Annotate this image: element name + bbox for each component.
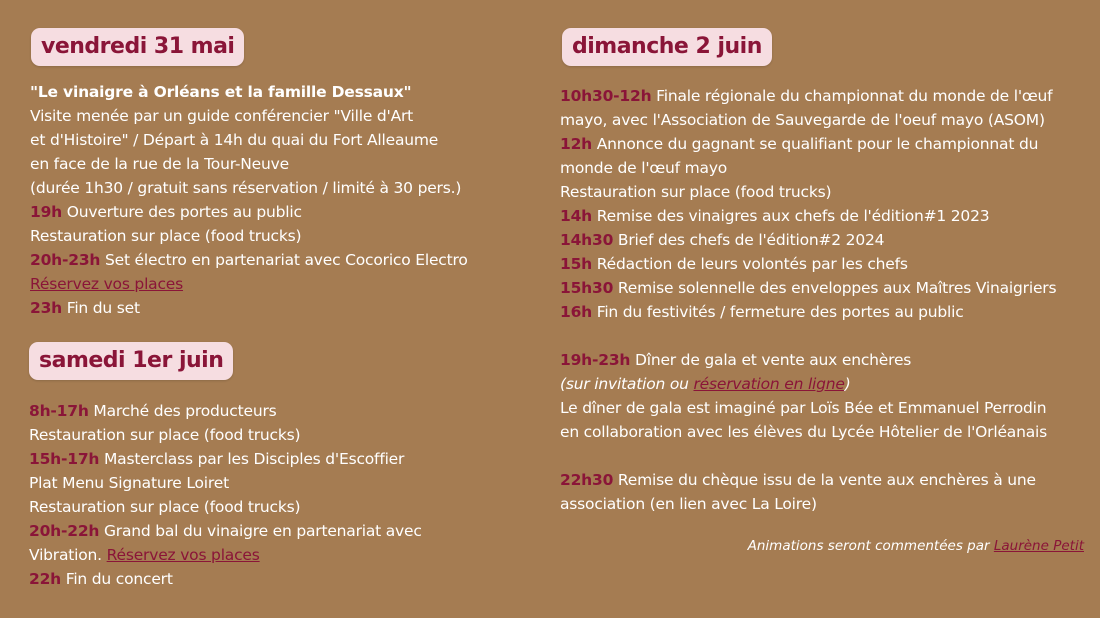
- gala-note-text: (sur invitation ou: [560, 375, 694, 393]
- food-note: Restauration sur place (food trucks): [29, 426, 301, 444]
- event-time: 16h: [560, 303, 593, 321]
- food-note: Restauration sur place (food trucks): [29, 498, 301, 516]
- event-time: 22h: [29, 570, 62, 588]
- event-time: 19h: [30, 203, 63, 221]
- event-time: 20h-22h: [29, 522, 100, 540]
- visit-line: Visite menée par un guide conférencier "Ville d'Art: [30, 107, 414, 125]
- schedule-item: [30, 248, 468, 272]
- event-time: 12h: [560, 135, 593, 153]
- day1-schedule: [30, 80, 468, 320]
- event-time: 15h30: [560, 279, 614, 297]
- event-text: Rédaction de leurs volontés par les chefs: [592, 255, 908, 273]
- schedule-item: [560, 204, 1056, 228]
- event-text: Fin du concert: [61, 570, 173, 588]
- schedule-item: [29, 567, 422, 591]
- event-time: 8h-17h: [29, 402, 89, 420]
- event-text: Set électro en partenariat avec Cocorico Electro: [100, 251, 468, 269]
- schedule-item: [560, 228, 1056, 252]
- schedule-item: [560, 276, 1056, 300]
- event-text: Remise du chèque issu de la vente aux enchères à une: [613, 471, 1036, 489]
- schedule-item: [560, 132, 1056, 156]
- vibration-text: Vibration.: [29, 546, 107, 564]
- day-title-dimanche: dimanche 2 juin: [562, 28, 772, 66]
- visit-line: et d'Histoire" / Départ à 14h du quai du Fort Alleaume: [30, 131, 439, 149]
- event-time: 22h30: [560, 471, 614, 489]
- schedule-item: [560, 84, 1056, 108]
- schedule-item: [30, 296, 468, 320]
- gala-note: [560, 372, 1056, 396]
- schedule-item: [29, 519, 422, 543]
- day3-schedule: [560, 84, 1056, 516]
- event-time: 15h: [560, 255, 593, 273]
- schedule-item: [560, 468, 1056, 492]
- event-time: 10h30-12h: [560, 87, 652, 105]
- gala-description: en collaboration avec les élèves du Lycée Hôtelier de l'Orléanais: [560, 423, 1047, 441]
- event-text: Remise solennelle des enveloppes aux Maîtres Vinaigriers: [613, 279, 1057, 297]
- event-text: Ouverture des portes au public: [62, 203, 302, 221]
- plat-note: Plat Menu Signature Loiret: [29, 474, 229, 492]
- food-note: Restauration sur place (food trucks): [30, 227, 302, 245]
- event-text: Masterclass par les Disciples d'Escoffier: [99, 450, 405, 468]
- event-text: Dîner de gala et vente aux enchères: [630, 351, 912, 369]
- event-text: Brief des chefs de l'édition#2 2024: [613, 231, 885, 249]
- credit-text: Animations seront commentées par: [747, 538, 994, 554]
- day-title-vendredi: vendredi 31 mai: [31, 28, 244, 66]
- visit-line: en face de la rue de la Tour-Neuve: [30, 155, 289, 173]
- schedule-item: [29, 447, 422, 471]
- event-text: Finale régionale du championnat du monde de l'œuf: [651, 87, 1053, 105]
- credit-line: [748, 538, 1084, 554]
- visit-title: "Le vinaigre à Orléans et la famille Dessaux": [30, 83, 412, 101]
- reserve-link[interactable]: Réservez vos places: [106, 546, 260, 564]
- schedule-item: [560, 348, 1056, 372]
- event-text: Marché des producteurs: [88, 402, 277, 420]
- event-text: Fin du festivités / fermeture des portes au public: [592, 303, 964, 321]
- event-text: Remise des vinaigres aux chefs de l'édition#1 2023: [592, 207, 990, 225]
- gala-description: Le dîner de gala est imaginé par Loïs Bée et Emmanuel Perrodin: [560, 399, 1047, 417]
- event-text: Fin du set: [62, 299, 140, 317]
- event-time: 23h: [30, 299, 63, 317]
- event-time: 15h-17h: [29, 450, 100, 468]
- event-text: Annonce du gagnant se qualifiant pour le championnat du: [592, 135, 1039, 153]
- schedule-item: [30, 200, 468, 224]
- gala-note-close: ): [844, 375, 851, 393]
- event-time: 19h-23h: [560, 351, 631, 369]
- event-time: 14h: [560, 207, 593, 225]
- credit-link[interactable]: Laurène Petit: [993, 538, 1084, 554]
- event-continuation: mayo, avec l'Association de Sauvegarde de l'oeuf mayo (ASOM): [560, 111, 1045, 129]
- visit-line: (durée 1h30 / gratuit sans réservation / limité à 30 pers.): [30, 179, 462, 197]
- schedule-item: [560, 252, 1056, 276]
- vibration-line: [29, 543, 422, 567]
- food-note: Restauration sur place (food trucks): [560, 183, 832, 201]
- reserve-link[interactable]: Réservez vos places: [30, 275, 184, 293]
- online-booking-link[interactable]: réservation en ligne: [693, 375, 845, 393]
- event-text: Grand bal du vinaigre en partenariat avec: [99, 522, 422, 540]
- event-continuation: monde de l'œuf mayo: [560, 159, 728, 177]
- event-time: 20h-23h: [30, 251, 101, 269]
- spacer: [560, 324, 1056, 348]
- event-time: 14h30: [560, 231, 614, 249]
- schedule-item: [560, 300, 1056, 324]
- spacer: [560, 444, 1056, 468]
- schedule-item: [29, 399, 422, 423]
- event-continuation: association (en lien avec La Loire): [560, 495, 817, 513]
- day-title-samedi: samedi 1er juin: [29, 342, 233, 380]
- day2-schedule: [29, 399, 422, 591]
